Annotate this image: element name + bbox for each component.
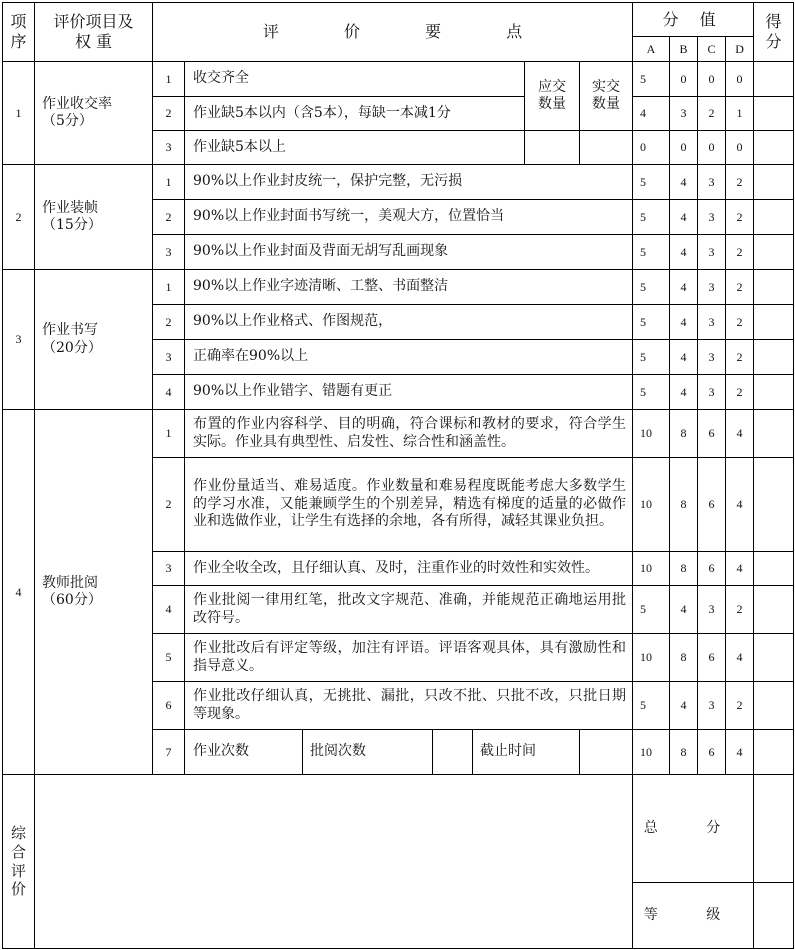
score-cell[interactable]	[754, 165, 794, 200]
score-cell[interactable]	[754, 340, 794, 375]
due-count-value[interactable]	[525, 131, 580, 165]
header-score-values-label: 分 值	[662, 9, 724, 29]
score-b: 4	[670, 270, 698, 305]
score-b: 8	[670, 410, 698, 458]
row-text: 作业批改后有评定等级，加注有评语。评语客观具体，具有激励性和指导意义。	[185, 634, 633, 682]
section-weight: （60分）	[42, 592, 102, 608]
overall-evaluation-label	[3, 775, 35, 949]
header-index-label: 项 序	[10, 12, 27, 51]
score-cell[interactable]	[754, 586, 794, 634]
score-b: 3	[670, 97, 698, 131]
score-c: 0	[698, 62, 726, 97]
score-d: 2	[726, 586, 754, 634]
score-cell[interactable]	[754, 375, 794, 410]
section-title-text: 教师批阅	[42, 574, 98, 591]
score-b: 8	[670, 730, 698, 775]
score-b: 4	[670, 586, 698, 634]
score-c: 3	[698, 586, 726, 634]
header-score-label: 得 分	[765, 12, 782, 51]
overall-evaluation-text: 综 合 评 价	[10, 824, 26, 899]
score-d: 4	[726, 730, 754, 775]
header-item	[35, 3, 153, 62]
submitted-count-text: 实交 数量	[592, 78, 620, 112]
row-text: 作业份量适当、难易适度。作业数量和难易程度既能考虑大多数学生的学习水准，又能兼顾学生的个别差异，精选有梯度的适量的必做作业和选做作业，让学生有选择的余地，各有所得，减轻其课业负担。	[185, 458, 633, 552]
score-c: 0	[698, 131, 726, 165]
row-text: 布置的作业内容科学、目的明确，符合课标和教材的要求，符合学生实际。作业具有典型性、启发性、综合性和涵盖性。	[185, 410, 633, 458]
row-text: 90%以上作业封皮统一，保护完整，无污损	[185, 165, 633, 200]
score-b: 8	[670, 552, 698, 586]
section-title-text: 作业收交率	[42, 95, 112, 112]
score-cell[interactable]	[754, 730, 794, 775]
section-index: 1	[3, 62, 35, 165]
submitted-count-label	[580, 62, 633, 131]
header-score	[754, 3, 794, 62]
section-title	[35, 270, 153, 410]
row-number: 5	[153, 634, 185, 682]
score-a: 5	[633, 235, 670, 270]
section-index: 3	[3, 270, 35, 410]
score-d: 4	[726, 410, 754, 458]
row-text: 作业次数	[185, 730, 303, 775]
section-index: 2	[3, 165, 35, 270]
row-text: 作业缺5本以上	[185, 131, 525, 165]
score-b: 4	[670, 682, 698, 730]
table-row	[3, 62, 794, 97]
score-c: 3	[698, 235, 726, 270]
grade-text: 等 级	[643, 906, 743, 923]
score-c: 3	[698, 270, 726, 305]
score-d: 2	[726, 235, 754, 270]
row-number: 1	[153, 270, 185, 305]
score-cell[interactable]	[754, 270, 794, 305]
score-d: 2	[726, 270, 754, 305]
section-title-text: 作业装帧	[42, 199, 98, 216]
grade-c: C	[698, 37, 726, 62]
total-score-value[interactable]	[754, 775, 794, 883]
score-d: 4	[726, 458, 754, 552]
row-text: 收交齐全	[185, 62, 525, 97]
grade-label	[633, 883, 754, 949]
review-count-value[interactable]	[433, 730, 473, 775]
score-d: 2	[726, 165, 754, 200]
score-a: 5	[633, 682, 670, 730]
score-c: 6	[698, 458, 726, 552]
score-a: 10	[633, 634, 670, 682]
score-a: 5	[633, 305, 670, 340]
score-cell[interactable]	[754, 634, 794, 682]
row-number: 6	[153, 682, 185, 730]
score-d: 2	[726, 682, 754, 730]
score-cell[interactable]	[754, 235, 794, 270]
row-text: 作业批改仔细认真，无挑批、漏批，只改不批、只批不改，只批日期等现象。	[185, 682, 633, 730]
due-count-label	[525, 62, 580, 131]
row-number: 2	[153, 458, 185, 552]
section-title	[35, 62, 153, 165]
score-cell[interactable]	[754, 131, 794, 165]
row-number: 3	[153, 552, 185, 586]
submitted-count-value[interactable]	[580, 131, 633, 165]
homework-evaluation-table	[2, 2, 794, 949]
score-a: 10	[633, 552, 670, 586]
score-a: 10	[633, 410, 670, 458]
header-index	[3, 3, 35, 62]
row-number: 3	[153, 340, 185, 375]
score-cell[interactable]	[754, 305, 794, 340]
header-score-values	[633, 3, 754, 37]
score-c: 3	[698, 682, 726, 730]
due-count-text: 应交 数量	[538, 78, 566, 112]
score-a: 5	[633, 165, 670, 200]
score-d: 0	[726, 131, 754, 165]
row-number: 7	[153, 730, 185, 775]
score-a: 4	[633, 97, 670, 131]
row-number: 1	[153, 410, 185, 458]
grade-value[interactable]	[754, 883, 794, 949]
row-number: 1	[153, 62, 185, 97]
score-b: 0	[670, 62, 698, 97]
section-index: 4	[3, 410, 35, 775]
section-weight: （5分）	[42, 113, 93, 129]
score-d: 4	[726, 552, 754, 586]
score-a: 5	[633, 270, 670, 305]
score-d: 2	[726, 200, 754, 235]
review-count-label: 批阅次数	[303, 730, 433, 775]
score-a: 10	[633, 730, 670, 775]
row-text: 90%以上作业封面书写统一，美观大方，位置恰当	[185, 200, 633, 235]
score-a: 5	[633, 200, 670, 235]
section-title-text: 作业书写	[42, 322, 98, 338]
row-number: 4	[153, 586, 185, 634]
row-text: 90%以上作业封面及背面无胡写乱画现象	[185, 235, 633, 270]
score-c: 6	[698, 634, 726, 682]
score-d: 4	[726, 634, 754, 682]
score-cell[interactable]	[754, 200, 794, 235]
score-b: 4	[670, 235, 698, 270]
total-score-text: 总 分	[643, 819, 743, 836]
score-c: 6	[698, 552, 726, 586]
score-a: 5	[633, 340, 670, 375]
row-number: 2	[153, 200, 185, 235]
row-number: 3	[153, 131, 185, 165]
row-text: 作业全收全改，且仔细认真、及时，注重作业的时效性和实效性。	[185, 552, 633, 586]
score-c: 3	[698, 305, 726, 340]
score-b: 8	[670, 634, 698, 682]
score-c: 2	[698, 97, 726, 131]
score-cell[interactable]	[754, 62, 794, 97]
section-title	[35, 165, 153, 270]
grade-b: B	[670, 37, 698, 62]
row-text: 作业缺5本以内（含5本），每缺一本减1分	[185, 97, 525, 131]
score-cell[interactable]	[754, 552, 794, 586]
header-points-label: 评 价 要 点	[262, 22, 553, 41]
score-b: 4	[670, 165, 698, 200]
row-number: 2	[153, 305, 185, 340]
section-weight: （20分）	[42, 339, 102, 356]
score-a: 0	[633, 131, 670, 165]
grade-d: D	[726, 37, 754, 62]
row-number: 1	[153, 165, 185, 200]
row-text: 正确率在90%以上	[185, 340, 633, 375]
score-b: 4	[670, 200, 698, 235]
score-b: 4	[670, 375, 698, 410]
header-item-label: 评价项目及 权 重	[53, 12, 134, 51]
score-b: 8	[670, 458, 698, 552]
score-b: 4	[670, 340, 698, 375]
score-a: 5	[633, 586, 670, 634]
score-c: 3	[698, 375, 726, 410]
deadline-value[interactable]	[580, 730, 633, 775]
row-number: 2	[153, 97, 185, 131]
score-c: 3	[698, 200, 726, 235]
score-b: 0	[670, 131, 698, 165]
score-d: 2	[726, 305, 754, 340]
grade-a: A	[633, 37, 670, 62]
deadline-label: 截止时间	[473, 730, 580, 775]
score-cell[interactable]	[754, 97, 794, 131]
row-text: 90%以上作业错字、错题有更正	[185, 375, 633, 410]
score-cell[interactable]	[754, 682, 794, 730]
total-score-label	[633, 775, 754, 883]
score-c: 6	[698, 730, 726, 775]
row-text: 90%以上作业格式、作图规范，	[185, 305, 633, 340]
score-d: 2	[726, 375, 754, 410]
score-c: 3	[698, 340, 726, 375]
score-d: 1	[726, 97, 754, 131]
table-row	[3, 410, 794, 458]
score-c: 6	[698, 410, 726, 458]
table-row	[3, 270, 794, 305]
section-weight: （15分）	[42, 217, 102, 233]
score-b: 4	[670, 305, 698, 340]
score-c: 3	[698, 165, 726, 200]
score-a: 10	[633, 458, 670, 552]
score-a: 5	[633, 62, 670, 97]
section-title	[35, 410, 153, 775]
table-row	[3, 165, 794, 200]
row-text: 90%以上作业字迹清晰、工整、书面整洁	[185, 270, 633, 305]
row-text: 作业批阅一律用红笔，批改文字规范、准确，并能规范正确地运用批改符号。	[185, 586, 633, 634]
header-points	[153, 3, 633, 62]
score-a: 5	[633, 375, 670, 410]
row-number: 3	[153, 235, 185, 270]
overall-evaluation-area[interactable]	[35, 775, 633, 949]
score-d: 0	[726, 62, 754, 97]
score-cell[interactable]	[754, 458, 794, 552]
score-cell[interactable]	[754, 410, 794, 458]
score-d: 2	[726, 340, 754, 375]
row-number: 4	[153, 375, 185, 410]
